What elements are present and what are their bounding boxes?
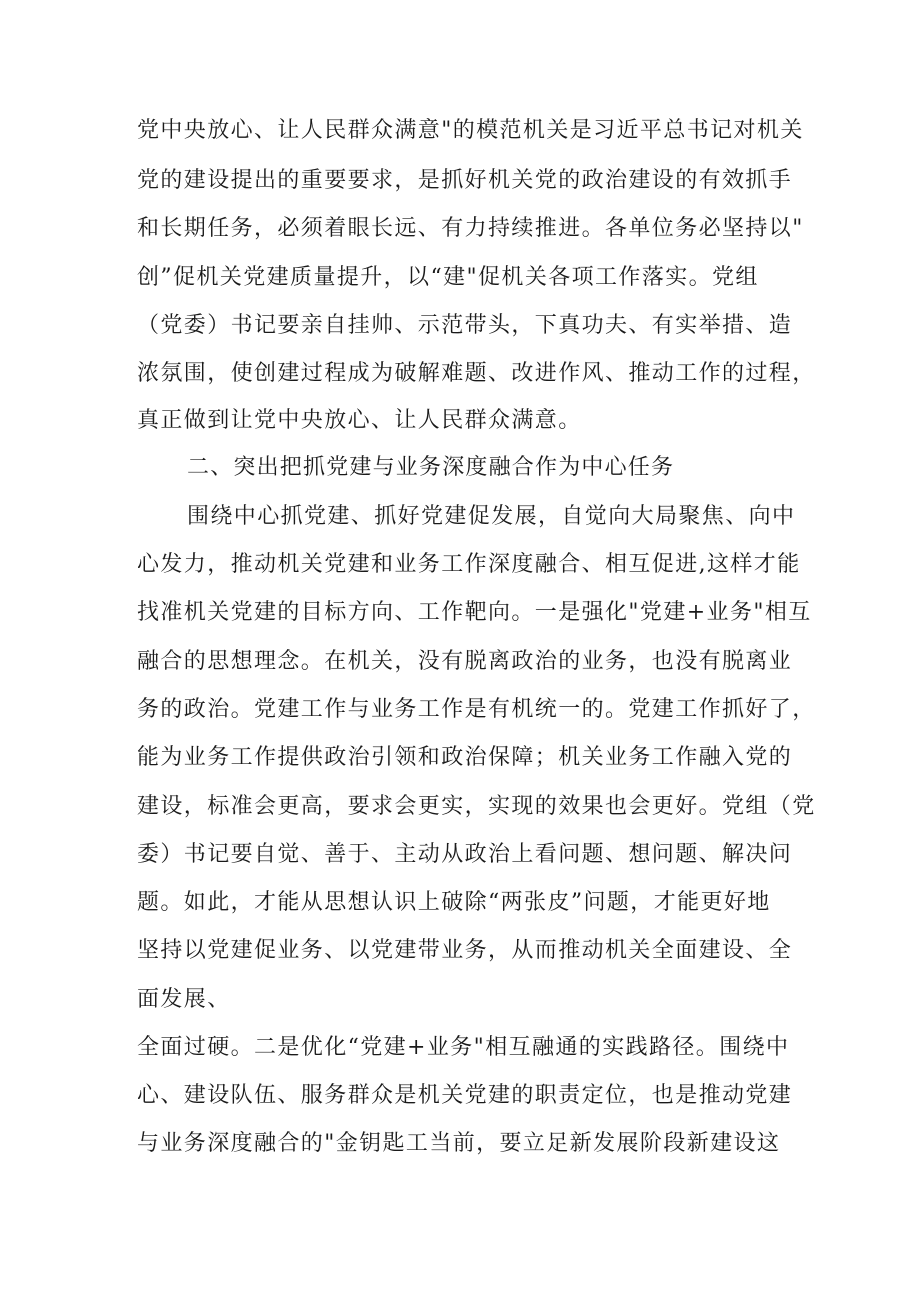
body-line: 建设，标准会更高，要求会更实，实现的效果也会更好。党组（党 bbox=[137, 794, 816, 819]
body-line: 面发展、 bbox=[137, 987, 231, 1012]
body-line: 心、建设队伍、服务群众是机关党建的职责定位，也是推动党建 bbox=[137, 1083, 793, 1108]
body-line: 与业务深度融合的"金钥匙工当前，要立足新发展阶段新建设这 bbox=[137, 1131, 781, 1156]
body-line: 党的建设提出的重要要求，是抓好机关党的政治建设的有效抓手 bbox=[137, 168, 793, 193]
body-line: 浓氛围，使创建过程成为破解难题、改进作风、推动工作的过程， bbox=[137, 361, 816, 386]
body-line: 题。如此，才能从思想认识上破除“两张皮”问题，才能更好地 bbox=[137, 890, 771, 915]
body-line: 能为业务工作提供政治引领和政治保障；机关业务工作融入党的 bbox=[137, 745, 793, 770]
body-line: 务的政治。党建工作与业务工作是有机统一的。党建工作抓好了， bbox=[137, 697, 816, 722]
body-line: 心发力，推动机关党建和业务工作深度融合、相互促进,这样才能 bbox=[137, 552, 801, 577]
body-line: 和长期任务，必须着眼长远、有力持续推进。各单位务必坚持以" bbox=[137, 216, 804, 241]
body-line: 全面过硬。二是优化“党建+业务"相互融通的实践路径。围绕中 bbox=[137, 1035, 790, 1060]
body-line: 坚持以党建促业务、以党建带业务，从而推动机关全面建设、全 bbox=[137, 938, 793, 963]
body-line: 融合的思想理念。在机关，没有脱离政治的业务，也没有脱离业 bbox=[137, 649, 793, 674]
body-line: 真正做到让党中央放心、让人民群众满意。 bbox=[137, 408, 582, 433]
section-heading: 二、突出把抓党建与业务深度融合作为中心任务 bbox=[187, 455, 675, 480]
body-line: 找准机关党建的目标方向、工作靶向。一是强化"党建+业务"相互 bbox=[137, 600, 812, 625]
body-line: 创”促机关党建质量提升，以“建"促机关各项工作落实。党组 bbox=[137, 265, 759, 290]
body-line: 围绕中心抓党建、抓好党建促发展，自觉向大局聚焦、向中 bbox=[187, 504, 796, 529]
body-line: 委）书记要自觉、善于、主动从政治上看问题、想问题、解决问 bbox=[137, 842, 793, 867]
body-line: 党中央放心、让人民群众满意"的模范机关是习近平总书记对机关 bbox=[137, 118, 804, 143]
body-line: （党委）书记要亲自挂帅、示范带头，下真功夫、有实举措、造 bbox=[137, 313, 793, 338]
